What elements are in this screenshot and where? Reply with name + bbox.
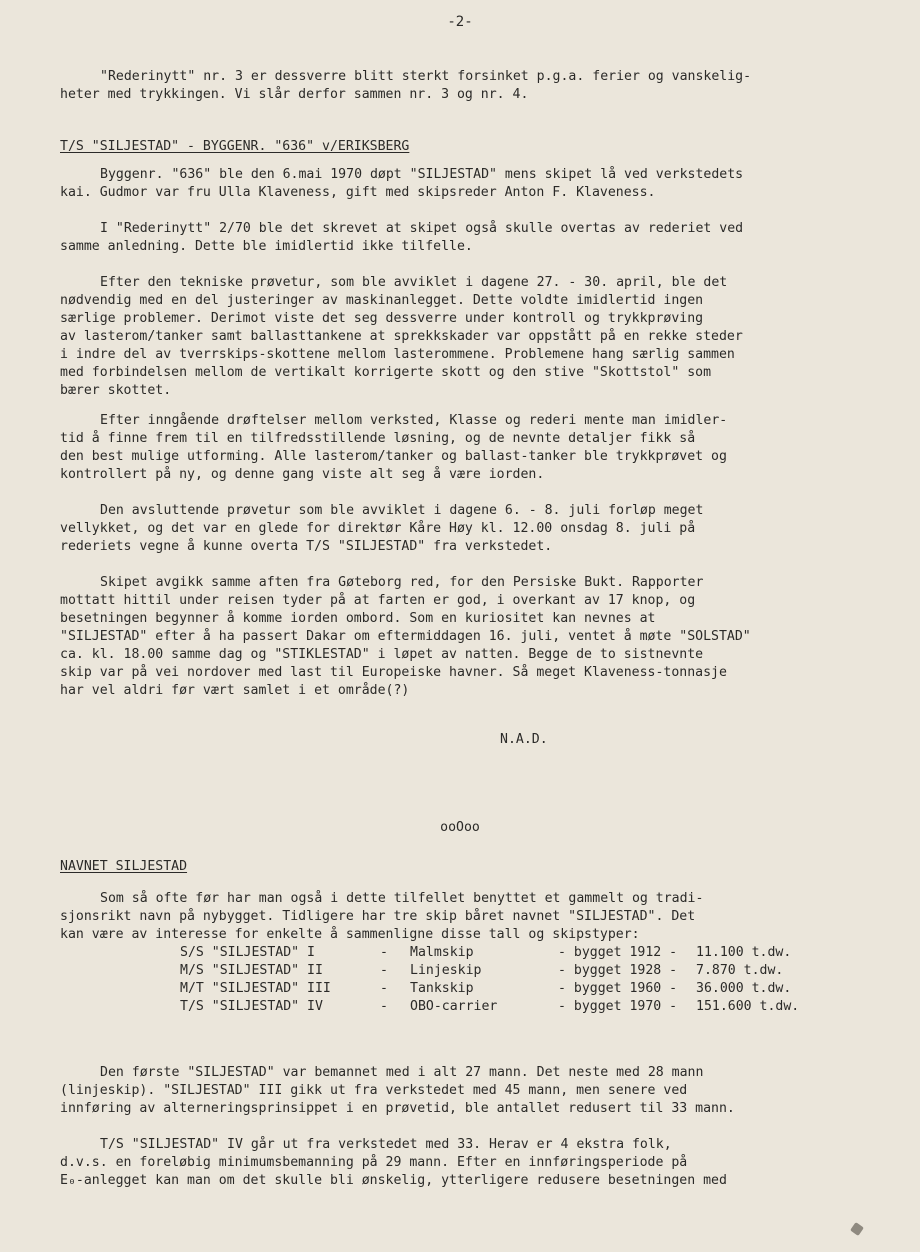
ship-dwt: 11.100 t.dw. [696,945,792,960]
ship-list [180,944,816,1016]
ship-dash: - [380,981,388,996]
author-signature: N.A.D. [500,732,548,747]
ship-name: T/S "SILJESTAD" IV [180,999,323,1014]
page-number: -2- [447,14,473,30]
ship-type: OBO-carrier [410,999,498,1014]
paragraph-voyage: Skipet avgikk samme aften fra Gøteborg red, for den Persiske Bukt. Rapporter mottatt hittil under reisen tyder på at farten er god, i overkant av 17 knop, og besetningen begynner å komme iorden ombord. Som en kuriositet kan nevnes at "SILJESTAD" efter å ha passert Dakar om eftermiddagen 16. juli, ventet å møte "SOLSTAD" ca. kl. 18.00 samme dag og "STIKLESTAD" i løpet av natten. Begge de to sistnevnte skip var på vei nordover med last til Europeiske havner. Så meget Klaveness-tonnasje har vel aldri før vært samlet i et område(?) [60,575,751,698]
paragraph-final-trial: Den avsluttende prøvetur som ble avviklet i dagene 6. - 8. juli forløp meget vellykket, og det var en glede for direktør Kåre Høy kl. 12.00 onsdag 8. juli på rederiets vegne å kunne overta T/S "SILJESTAD" fra verkstedet. [60,503,704,554]
ship-row [180,944,816,962]
paragraph-technical-trial: Efter den tekniske prøvetur, som ble avviklet i dagene 27. - 30. april, ble det nødvendig med en del justeringer av maskinanlegget. Dette voldte imidlertid ingen særlige problemer. Derimot viste det seg dessverre under kontroll og trykkprøving av lasterom/tanker samt ballasttankene at sprekkskader var oppstått på en rekke steder i indre del av tverrskips-skottene mellom lasterommene. Problemene hang særlig sammen med forbindelsen mellom de vertikalt korrigerte skott og den stive "Skottstol" som bærer skottet. [60,275,743,398]
ship-dash: - [380,999,388,1014]
paragraph-crew-history: Den første "SILJESTAD" var bemannet med i alt 27 mann. Det neste med 28 mann (linjeskip). "SILJESTAD" III gikk ut fra verkstedet med 45 mann, men senere ved innføring av alterneringsprinsippet i en prøvetid, ble antallet redusert til 33 mann. [60,1065,735,1116]
ship-type: Tankskip [410,981,474,996]
ship-built: - bygget 1970 - [558,999,678,1014]
ship-type: Linjeskip [410,963,482,978]
ship-dash: - [380,945,388,960]
paragraph-christening: Byggenr. "636" ble den 6.mai 1970 døpt "SILJESTAD" mens skipet lå ved verkstedets kai. Gudmor var fru Ulla Klaveness, gift med skipsreder Anton F. Klaveness. [60,167,744,200]
scan-speck [850,1222,864,1236]
ship-dwt: 151.600 t.dw. [696,999,800,1014]
ship-name: M/T "SILJESTAD" III [180,981,331,996]
ship-row [180,962,816,980]
ship-name: S/S "SILJESTAD" I [180,945,315,960]
paragraph-name-history: Som så ofte før har man også i dette tilfellet benyttet et gammelt og tradi- sjonsrikt navn på nybygget. Tidligere har tre skip båret navnet "SILJESTAD". Det kan være av interesse for enkelte å sammenligne disse tall og skipstyper: [60,891,704,942]
ship-row [180,980,816,998]
ship-built: - bygget 1960 - [558,981,678,996]
section-heading-ship: T/S "SILJESTAD" - BYGGENR. "636" v/ERIKSBERG [60,139,410,154]
section-heading-name: NAVNET SILJESTAD [60,859,188,874]
paragraph-crew-current: T/S "SILJESTAD" IV går ut fra verkstedet med 33. Herav er 4 ekstra folk, d.v.s. en foreløbig minimumsbemanning på 29 mann. Efter en innføringsperiode på E₀-anlegget kan man om det skulle bli ønskelig, ytterligere redusere besetningen med [60,1137,727,1188]
paragraph-solution: Efter inngående drøftelser mellom verksted, Klasse og rederi mente man imidler- tid å finne frem til en tilfredsstillende løsning, og de nevnte detaljer fikk så den best mulige utforming. Alle lasterom/tanker og ballast-tanker ble trykkprøvet og kontrollert på ny, og denne gang viste alt seg å være iorden. [60,413,728,482]
paragraph-handover: I "Rederinytt" 2/70 ble det skrevet at skipet også skulle overtas av rederiet ved samme anledning. Dette ble imidlertid ikke tilfelle. [60,221,744,254]
ship-dwt: 36.000 t.dw. [696,981,792,996]
section-separator: ooOoo [440,820,480,835]
ship-name: M/S "SILJESTAD" II [180,963,323,978]
ship-type: Malmskip [410,945,474,960]
ship-row [180,998,816,1016]
ship-built: - bygget 1928 - [558,963,678,978]
ship-dash: - [380,963,388,978]
ship-dwt: 7.870 t.dw. [696,963,784,978]
ship-built: - bygget 1912 - [558,945,678,960]
intro-paragraph: "Rederinytt" nr. 3 er dessverre blitt sterkt forsinket p.g.a. ferier og vanskelig- heter med trykkingen. Vi slår derfor sammen nr. 3 og nr. 4. [60,69,752,102]
